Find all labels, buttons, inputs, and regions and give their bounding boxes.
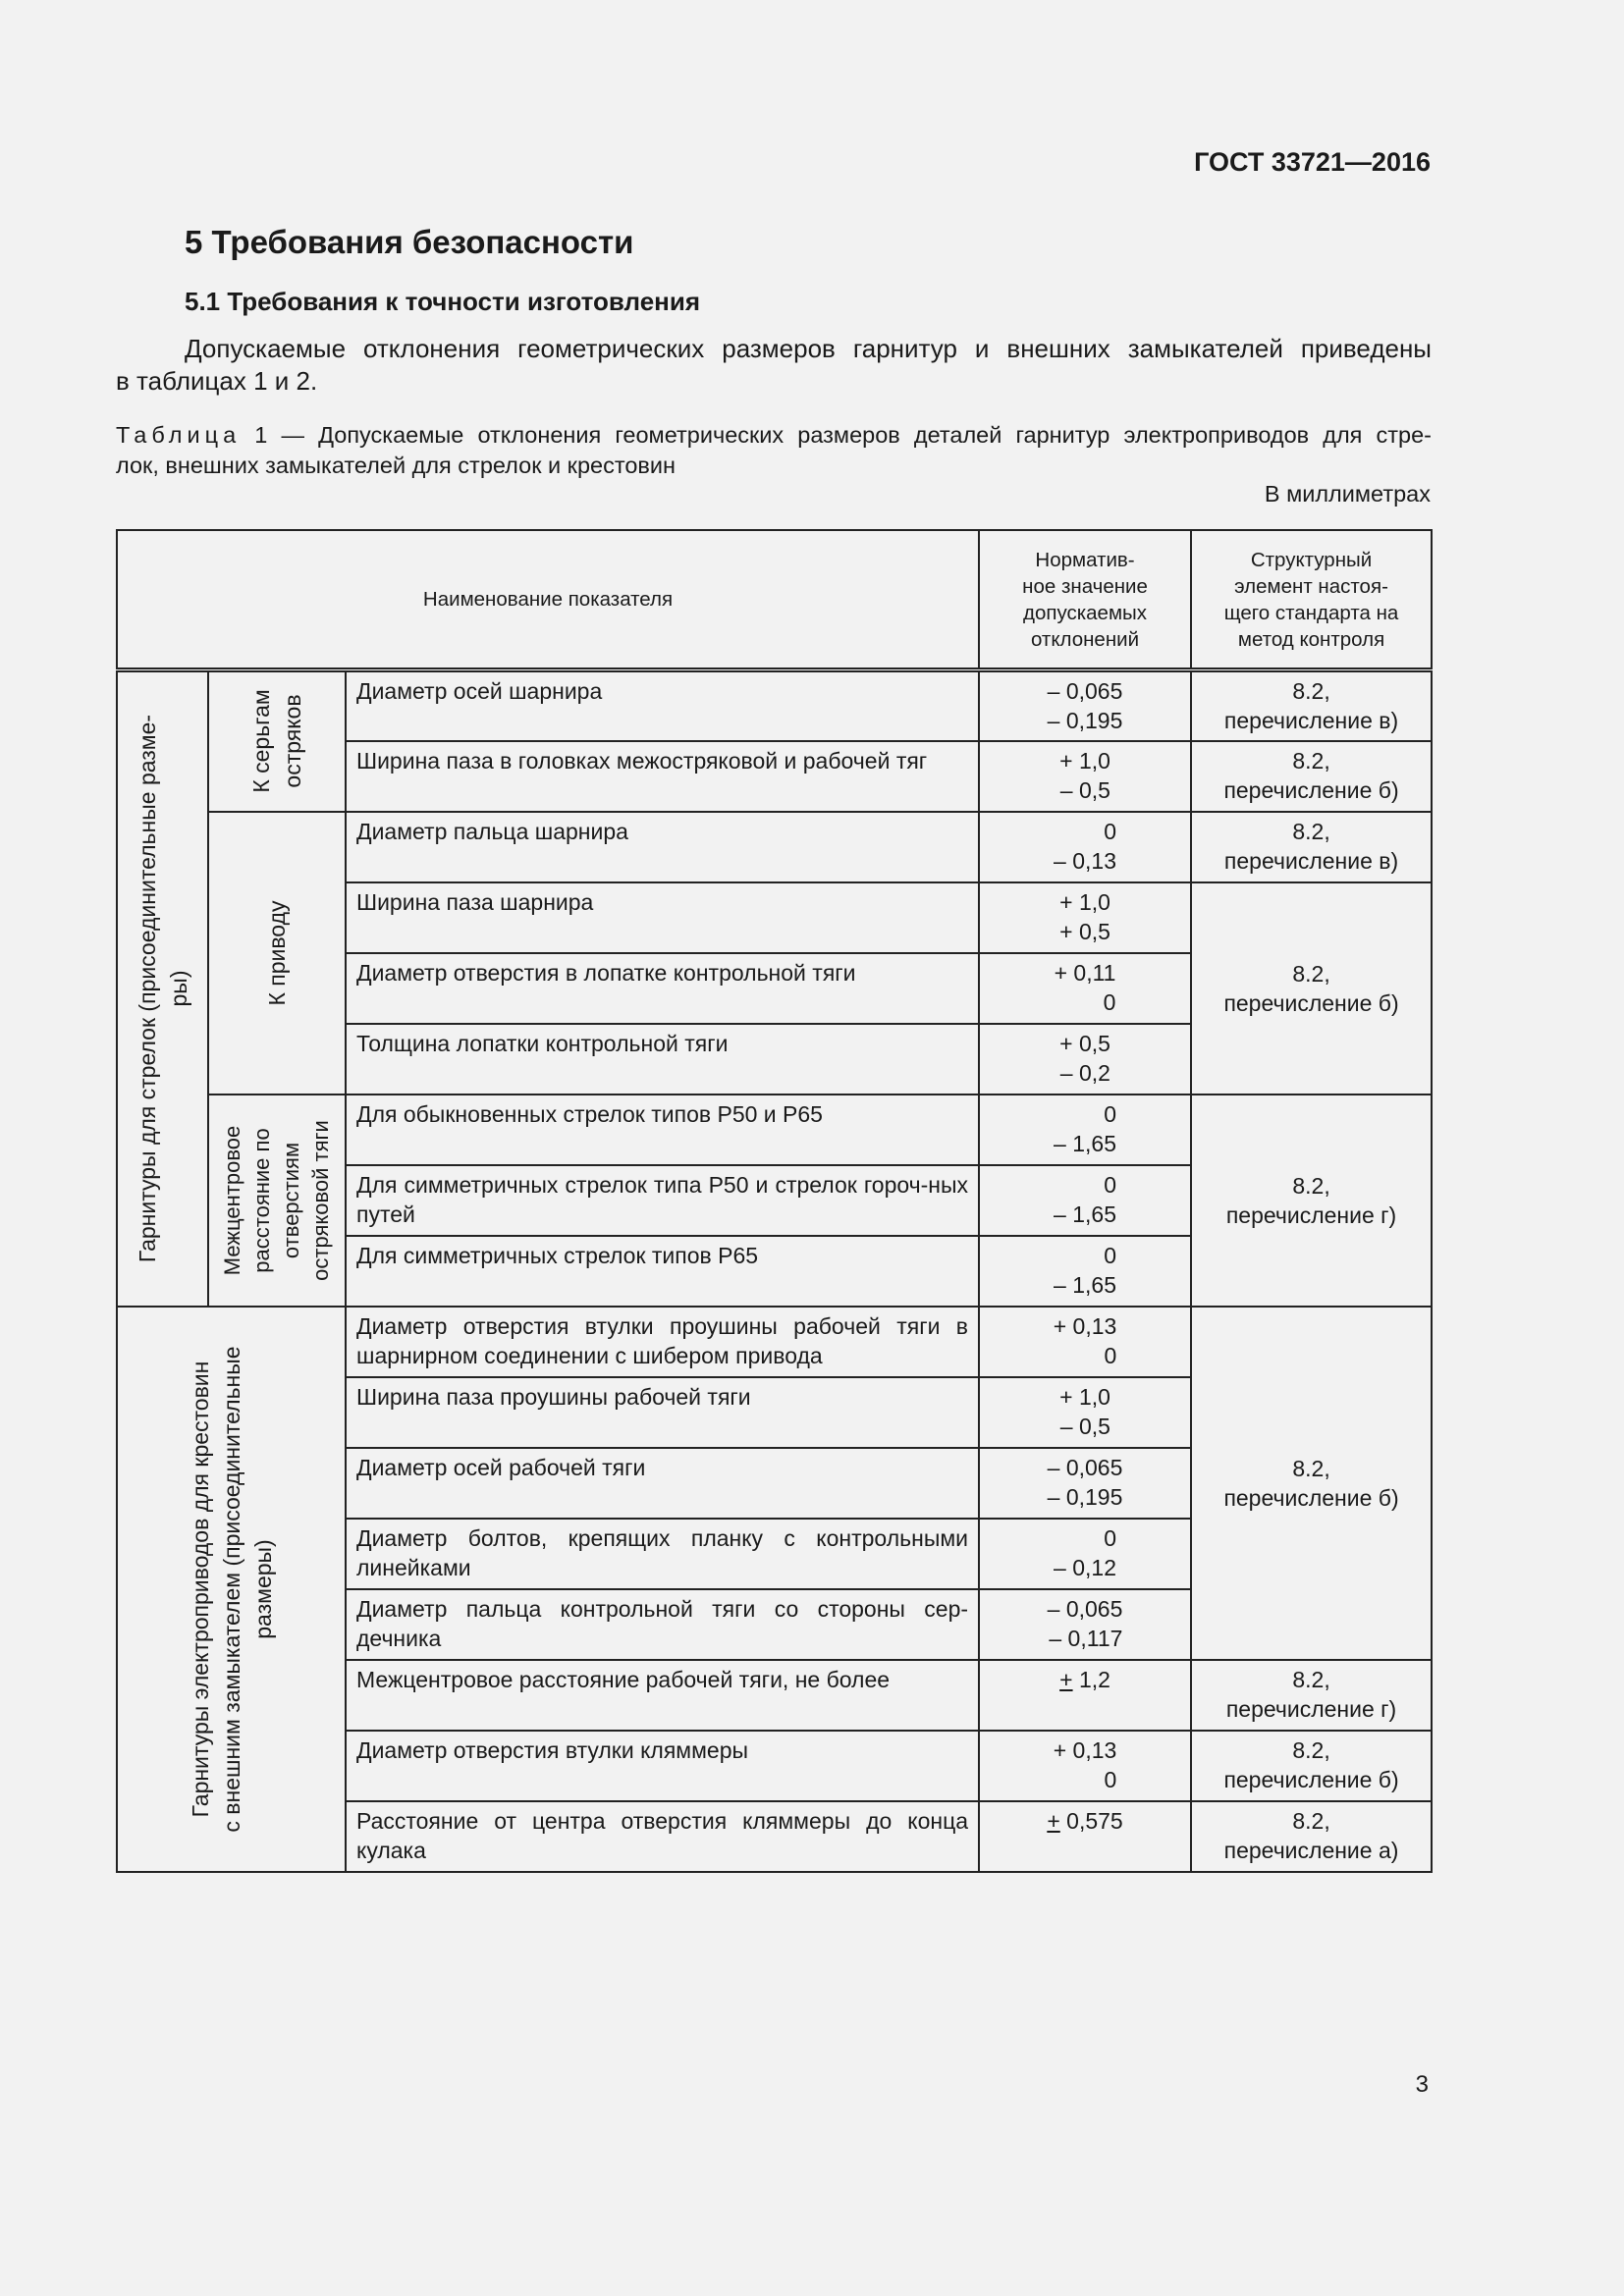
row-name: Диаметр отверстия в лопатке контрольной тяги	[346, 953, 979, 1024]
paragraph-line: в таблицах 1 и 2.	[116, 366, 318, 396]
table-row	[117, 1095, 1432, 1165]
row-name: Диаметр отверстия втулки кляммеры	[346, 1731, 979, 1801]
row-value: – 0,065 – 0,195	[979, 670, 1191, 741]
paragraph-line: Допускаемые отклонения геометрических размеров гарнитур и внешних замыкателей приведены	[185, 334, 1432, 363]
plus-minus-sign: +	[1047, 1807, 1060, 1834]
subgroup-label: Межцентровое расстояние по отверстиям остряковой тяги	[220, 1119, 333, 1281]
row-value: – 0,065 – 0,195	[979, 1448, 1191, 1519]
row-ref: 8.2, перечисление г)	[1191, 1660, 1432, 1731]
header-name: Наименование показателя	[117, 530, 979, 670]
row-name: Ширина паза проушины рабочей тяги	[346, 1377, 979, 1448]
subgroup-label: К приводу	[264, 899, 290, 1006]
tolerance-table	[116, 529, 1433, 1873]
row-value: + 0,11 0	[979, 953, 1191, 1024]
row-name: Для обыкновенных стрелок типов Р50 и Р65	[346, 1095, 979, 1165]
row-value: 0 – 1,65	[979, 1095, 1191, 1165]
subgroup-drive	[208, 812, 346, 1095]
row-name: Расстояние от центра отверстия кляммеры до конца кулака	[346, 1801, 979, 1872]
row-value: + 0,575	[979, 1801, 1191, 1872]
group-frogs	[117, 1307, 346, 1872]
caption-line	[116, 420, 1432, 451]
row-ref: 8.2, перечисление в)	[1191, 812, 1432, 882]
row-value: 0 – 0,13	[979, 812, 1191, 882]
row-name: Диаметр осей рабочей тяги	[346, 1448, 979, 1519]
row-name: Для симметричных стрелок типа Р50 и стрелок гороч-ных путей	[346, 1165, 979, 1236]
row-name: Ширина паза шарнира	[346, 882, 979, 953]
table-caption	[116, 420, 1432, 481]
document-code: ГОСТ 33721—2016	[1194, 147, 1431, 177]
plus-minus-sign: +	[1059, 1666, 1073, 1692]
row-name: Для симметричных стрелок типов Р65	[346, 1236, 979, 1307]
row-value: + 0,13 0	[979, 1307, 1191, 1377]
row-value: 0 – 1,65	[979, 1236, 1191, 1307]
caption-line: лок, внешних замыкателей для стрелок и крестовин	[116, 453, 677, 478]
row-ref: 8.2, перечисление а)	[1191, 1801, 1432, 1872]
caption-prefix: Таблица	[116, 422, 242, 448]
caption-text: 1 — Допускаемые отклонения геометрических размеров деталей гарнитур электроприводов для стре-	[254, 422, 1433, 448]
table-header-row	[117, 530, 1432, 670]
row-name: Диаметр болтов, крепящих планку с контрольными линейками	[346, 1519, 979, 1589]
row-value: + 0,13 0	[979, 1731, 1191, 1801]
row-value: + 1,2	[979, 1660, 1191, 1731]
intro-paragraph	[116, 333, 1432, 398]
row-value: + 0,5 – 0,2	[979, 1024, 1191, 1095]
subgroup-center-distance	[208, 1095, 346, 1307]
row-name: Диаметр пальца шарнира	[346, 812, 979, 882]
row-value: 0 – 0,12	[979, 1519, 1191, 1589]
row-value: 0 – 1,65	[979, 1165, 1191, 1236]
row-name: Ширина паза в головках межостряковой и рабочей тяг	[346, 741, 979, 812]
table-row	[117, 812, 1432, 882]
table-row	[117, 1307, 1432, 1377]
row-value: + 1,0 + 0,5	[979, 882, 1191, 953]
row-value: + 1,0 – 0,5	[979, 741, 1191, 812]
group-label: Гарнитуры для стрелок (присоединительные разме- ры)	[134, 715, 191, 1263]
header-norm: Норматив- ное значение допускаемых отклонений	[979, 530, 1191, 670]
subsection-title: 5.1 Требования к точности изготовления	[185, 287, 701, 316]
row-ref: 8.2, перечисление б)	[1191, 1731, 1432, 1801]
table-units: В миллиметрах	[1264, 481, 1431, 507]
row-value: – 0,065 – 0,117	[979, 1589, 1191, 1660]
row-ref: 8.2, перечисление в)	[1191, 670, 1432, 741]
subgroup-label: К серьгам остряков	[248, 689, 305, 793]
row-ref: 8.2, перечисление б)	[1191, 1307, 1432, 1660]
row-name: Диаметр отверстия втулки проушины рабочей тяги в шарнирном соединении с шибером привода	[346, 1307, 979, 1377]
header-ref: Структурный элемент настоя- щего стандарта на метод контроля	[1191, 530, 1432, 670]
row-ref: 8.2, перечисление г)	[1191, 1095, 1432, 1307]
page-number: 3	[1415, 2071, 1429, 2098]
group-label: Гарнитуры электроприводов для крестовин с внешним замыкателем (присоединительные размеры)	[187, 1345, 276, 1833]
section-title: 5 Требования безопасности	[185, 224, 634, 260]
row-ref: 8.2, перечисление б)	[1191, 882, 1432, 1095]
row-name: Межцентровое расстояние рабочей тяги, не более	[346, 1660, 979, 1731]
subgroup-switch-rods	[208, 670, 346, 812]
row-name: Толщина лопатки контрольной тяги	[346, 1024, 979, 1095]
row-name: Диаметр осей шарнира	[346, 670, 979, 741]
table-row	[117, 670, 1432, 741]
row-name: Диаметр пальца контрольной тяги со стороны сер-дечника	[346, 1589, 979, 1660]
group-turnouts	[117, 670, 208, 1307]
row-value: + 1,0 – 0,5	[979, 1377, 1191, 1448]
row-ref: 8.2, перечисление б)	[1191, 741, 1432, 812]
